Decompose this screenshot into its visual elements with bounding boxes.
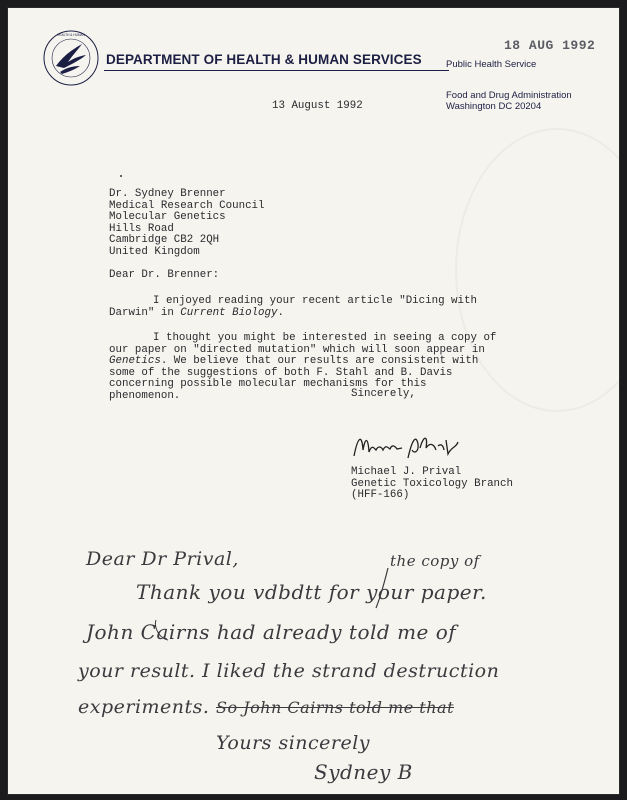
handwritten-signature: Sydney B	[314, 760, 413, 784]
paragraph-line: some of the suggestions of both F. Stahl and B. Davis	[109, 366, 453, 379]
handwritten-line: experiments. So John Cairns told me that	[78, 696, 455, 718]
paragraph-line: concerning possible molecular mechanisms for this	[109, 378, 427, 391]
paragraph-line: our paper on "directed mutation" which will soon appear in	[109, 343, 485, 356]
paragraph-line: Genetics. We believe that our results are consistent with	[109, 355, 479, 368]
salutation: Dear Dr. Brenner:	[109, 269, 220, 281]
signature-image	[348, 426, 463, 466]
recipient-line: Cambridge CB2 2QH	[109, 234, 220, 247]
recipient-line: Dr. Sydney Brenner	[109, 188, 226, 200]
agency-city: Washington DC 20204	[446, 101, 542, 112]
paragraph-line: I enjoyed reading your recent article "Dicing with	[153, 295, 477, 307]
received-date-stamp: 18 AUG 1992	[504, 38, 596, 53]
svg-text:HEALTH & HUMAN: HEALTH & HUMAN	[57, 33, 85, 37]
recipient-address	[109, 189, 265, 259]
letter-page	[8, 8, 619, 794]
journal-title: Genetics	[109, 355, 161, 368]
handwritten-salutation: Dear Dr Prival,	[86, 548, 239, 570]
journal-title: Current Biology	[180, 306, 278, 319]
closing: Sincerely,	[351, 388, 416, 400]
signer-block	[351, 467, 513, 502]
body-paragraph-1	[109, 296, 549, 319]
paragraph-line: phenomenon.	[109, 389, 181, 402]
agency-address	[446, 90, 572, 112]
signer-code: (HFF-166)	[351, 489, 410, 502]
handwritten-line: your result. I liked the strand destruction	[78, 660, 500, 682]
department-title: DEPARTMENT OF HEALTH & HUMAN SERVICES	[106, 52, 422, 67]
handwritten-line: Thank you vdbdtt for your paper.	[136, 580, 487, 604]
letter-date: 13 August 1992	[272, 100, 363, 112]
recipient-line: Hills Road	[109, 222, 174, 235]
service-name: Public Health Service	[446, 59, 537, 70]
header-rule	[104, 70, 449, 71]
struck-text: So John Cairns told me that	[216, 698, 455, 717]
handwritten-insert: the copy of	[390, 552, 480, 570]
agency-name: Food and Drug Administration	[446, 90, 572, 101]
typewriter-mark	[120, 175, 122, 177]
paragraph-line: Darwin" in Current Biology.	[109, 306, 284, 319]
paragraph-line: I thought you might be interested in seeing a copy of	[153, 332, 497, 344]
hhs-seal-icon	[42, 28, 100, 88]
signer-title: Genetic Toxicology Branch	[351, 477, 513, 490]
signer-name: Michael J. Prival	[351, 466, 462, 478]
recipient-line: United Kingdom	[109, 245, 200, 258]
body-paragraph-2	[109, 333, 549, 403]
handwritten-closing: Yours sincerely	[216, 732, 371, 754]
recipient-line: Molecular Genetics	[109, 211, 226, 224]
recipient-line: Medical Research Council	[109, 199, 265, 212]
handwritten-line: John Cairns had already told me of	[86, 620, 457, 644]
